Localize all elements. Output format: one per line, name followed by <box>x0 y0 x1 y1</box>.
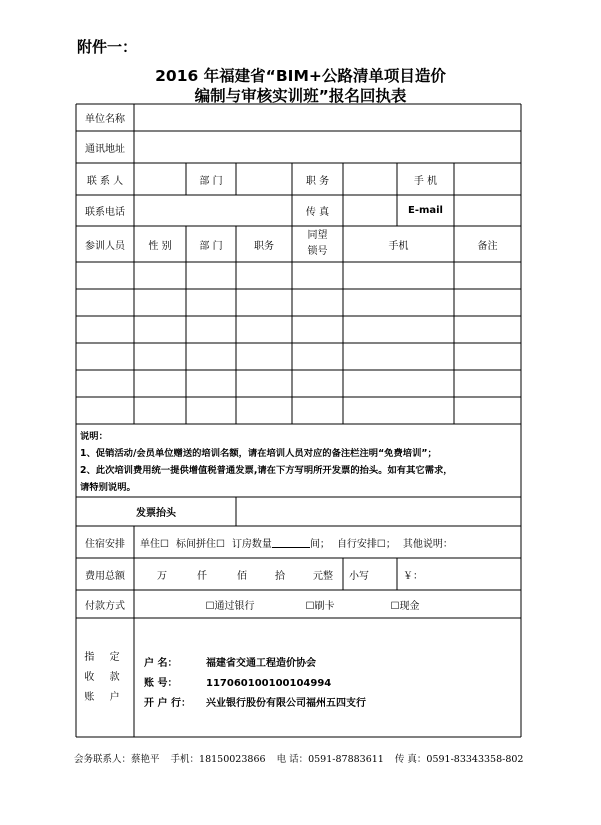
invoice-title-label: 发票抬头 <box>136 508 176 519</box>
account-name-key: 户 名： <box>144 658 178 669</box>
unit-name-label: 单位名称 <box>85 114 125 125</box>
form-title-line2: 编制与审核实训班”报名回执表 <box>194 87 407 105</box>
room-count-input[interactable] <box>272 537 310 548</box>
fee-total-label: 费用总额 <box>85 570 125 582</box>
email-field[interactable] <box>454 195 521 226</box>
footer-phone: 电 话：0591-87883611 <box>276 754 384 765</box>
lodging-shared-checkbox[interactable]: 标间拼住☐ <box>175 538 225 550</box>
lodging-single-checkbox[interactable]: 单住☐ <box>140 538 169 550</box>
lodging-label: 住宿安排 <box>85 538 125 550</box>
designated-account-label: 指 定 收 款 账 户 <box>84 651 126 703</box>
payment-cash-checkbox[interactable]: ☐现金 <box>390 600 420 612</box>
fax-field[interactable] <box>343 195 397 226</box>
position-field[interactable] <box>343 163 397 195</box>
contact-person-label: 联 系 人 <box>86 175 124 187</box>
position-label: 职 务 <box>305 175 330 187</box>
notes-line2: 2、此次培训费用统一提供增值税普通发票,请在下方写明所开发票的抬头。如有其它需求， <box>80 465 453 476</box>
account-bank-key: 开 户 行： <box>144 698 191 709</box>
mobile-field[interactable] <box>454 163 521 195</box>
notes-line3: 请特别说明。 <box>80 482 136 493</box>
room-count-group <box>232 535 330 550</box>
payment-method-label: 付款方式 <box>85 600 125 612</box>
invoice-title-field[interactable] <box>236 497 521 526</box>
lodging-other-label: 其他说明： <box>402 538 453 550</box>
footer-mobile: 手机：18150023866 <box>170 754 266 765</box>
fee-lowercase-field[interactable]: ￥： <box>403 570 423 582</box>
trainee-mobile-header: 手机 <box>388 240 409 252</box>
dept-label: 部 门 <box>199 175 223 187</box>
fee-qian: 仟 <box>197 570 207 582</box>
form-title-line1: 2016 年福建省“BIM+公路清单项目造价 <box>155 67 446 85</box>
notes-line1: 1、促销活动/会员单位赠送的培训名额，请在培训人员对应的备注栏注明“免费培训”； <box>80 448 437 459</box>
fee-bai: 佰 <box>237 570 247 582</box>
mobile-label: 手 机 <box>413 175 438 187</box>
account-number-key: 账 号： <box>144 678 178 689</box>
fax-label: 传 真 <box>305 207 330 218</box>
address-label: 通讯地址 <box>85 143 125 155</box>
lodging-options <box>134 526 521 558</box>
unit-name-field[interactable] <box>134 104 521 131</box>
contact-phone-label: 联系电话 <box>85 207 125 218</box>
address-field[interactable] <box>134 131 521 163</box>
lock-number-header-line1: 同望 <box>307 230 328 241</box>
contact-phone-field[interactable] <box>134 195 292 226</box>
footer-fax: 传 真：0591-83343358-802 <box>394 754 524 765</box>
fee-shi: 拾 <box>275 570 285 582</box>
room-count-unit: 间； <box>309 538 330 550</box>
fee-yuanzheng: 元整 <box>313 570 333 582</box>
lock-number-header <box>292 226 343 262</box>
dept-field[interactable] <box>236 163 292 195</box>
lodging-self-checkbox[interactable]: 自行安排☐； <box>336 538 396 550</box>
notes-heading: 说明： <box>80 431 108 442</box>
footer-contacts <box>74 751 531 765</box>
fee-wan: 万 <box>157 570 167 582</box>
fee-lowercase-label: 小写 <box>349 570 369 582</box>
room-count-label: 订房数量 <box>231 538 272 550</box>
footer-contact-person: 会务联系人：蔡艳平 <box>74 754 160 765</box>
trainee-dept-header: 部 门 <box>199 240 223 252</box>
annex-label: 附件一： <box>77 38 138 56</box>
gender-header: 性 别 <box>148 240 172 252</box>
account-name-row <box>144 654 316 674</box>
remark-header: 备注 <box>477 240 498 252</box>
contact-person-field[interactable] <box>134 163 186 195</box>
trainee-header: 参训人员 <box>85 240 125 252</box>
email-label: E-mail <box>407 205 443 216</box>
account-number-row <box>144 674 331 694</box>
account-name-value: 福建省交通工程造价协会 <box>206 658 316 669</box>
account-bank-value: 兴业银行股份有限公司福州五四支行 <box>206 698 366 709</box>
payment-card-checkbox[interactable]: ☐刷卡 <box>305 600 335 612</box>
account-number-value: 117060100100104994 <box>206 678 332 689</box>
trainee-position-header: 职务 <box>254 240 274 252</box>
account-bank-row <box>144 694 366 714</box>
lock-number-header-line2: 锁号 <box>307 246 328 257</box>
payment-bank-checkbox[interactable]: ☐通过银行 <box>205 600 255 612</box>
